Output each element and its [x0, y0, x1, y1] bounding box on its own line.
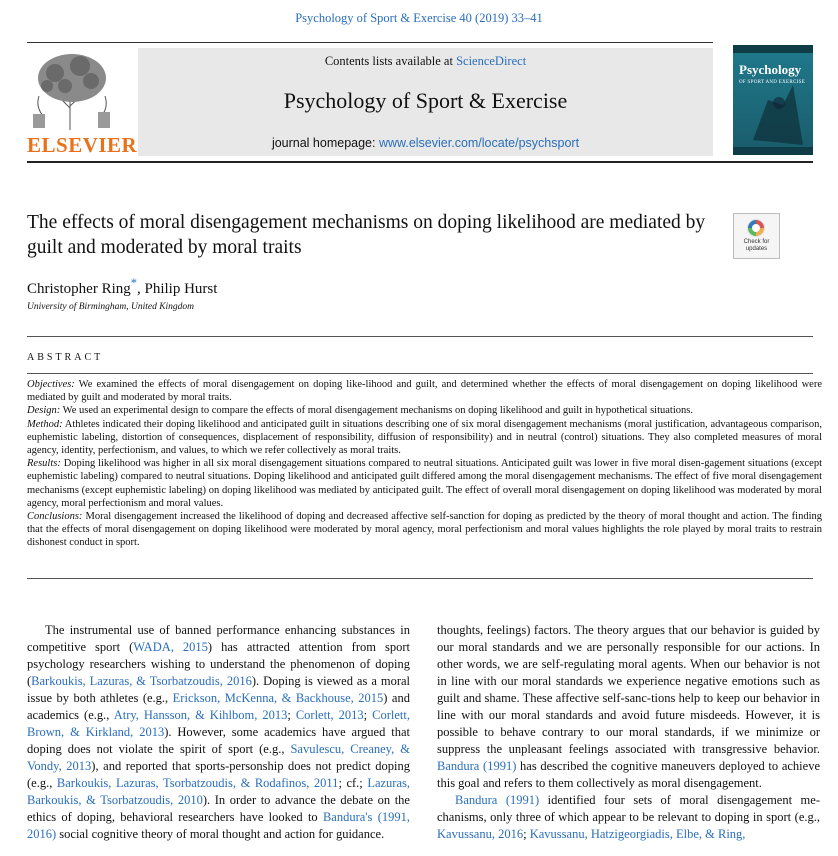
body-text: ). In order to advance the debate on the ethics of doping, behavioral researchers have looked to [27, 793, 410, 824]
citation-link[interactable]: Bandura's (1991, 2016) [27, 810, 410, 841]
elsevier-wordmark[interactable]: ELSEVIER [27, 133, 138, 157]
header-rule [27, 42, 713, 43]
abstract-section [27, 404, 822, 417]
abstract-label: Method: [27, 418, 63, 430]
abstract-top-rule [27, 336, 813, 337]
abstract-section [27, 378, 822, 404]
citation-link[interactable]: Kavussanu, Hatzigeorgiadis, Elbe, & Ring, [529, 827, 746, 841]
author-list [27, 276, 217, 298]
citation-link[interactable]: Corlett, Brown, & Kirkland, 2013 [27, 708, 410, 739]
abstract-label: Design: [27, 405, 61, 417]
citation-link[interactable]: Barkoukis, Lazuras, & Tsorbatzoudis, 2016 [31, 674, 252, 688]
abstract-text: We used an experimental design to compare the effects of moral disengagement mechanisms on doping likelihood and guilt in hypothetical situations. [60, 405, 693, 417]
citation-link[interactable]: Bandura (1991) [437, 759, 517, 773]
body-text: ; [287, 708, 296, 722]
author-affiliation: University of Birmingham, United Kingdom [27, 302, 195, 312]
body-text: thoughts, feelings) factors. The theory argues that our behavior is guided by our moral standards and we are personally responsible for our actions. In other words, we are self-regulating moral agents. When our behavior is not in line with our moral standards we experience negative emotions such as guilt and shame. These affective self-sanc-tions help to keep our behavior in line with our moral standards and avoid future misdeeds. However, it is possible to behave contrary to our moral standards, if we minimize or suppress the unpleasant feelings associated with transgressive behavior. [437, 623, 820, 756]
body-column-right [437, 622, 820, 843]
journal-title[interactable]: Psychology of Sport & Exercise [283, 88, 568, 113]
cover-title: Psychology [739, 62, 802, 77]
citation-link[interactable]: WADA, 2015 [133, 640, 208, 654]
abstract-section [27, 457, 822, 510]
journal-header [138, 48, 713, 156]
abstract-section [27, 510, 822, 550]
body-text: has described the cognitive maneuvers deployed to achieve this goal and refers to them collectively as moral disengagement. [437, 759, 820, 790]
body-text: identified four sets of moral disengagement me-chanisms, only three of which appear to be relevant to doping in sport (e.g., [437, 793, 820, 824]
body-text: ) has attracted attention from sport psychology researchers wishing to understand the phenomenon of doping ( [27, 640, 411, 688]
citation-link[interactable]: Erickson, McKenna, & Backhouse, 2015 [172, 691, 384, 705]
sciencedirect-link[interactable]: ScienceDirect [456, 54, 527, 68]
corresponding-author-mark[interactable]: * [130, 276, 137, 290]
homepage-link[interactable]: www.elsevier.com/locate/psychsport [378, 136, 580, 150]
citation-link[interactable]: Atry, Hansson, & Kihlbom, 2013 [113, 708, 288, 722]
abstract-label: Results: [27, 458, 61, 470]
body-text: The instrumental use of banned performance enhancing substances in competitive sport ( [27, 623, 410, 654]
citation-link[interactable]: Lazuras, Barkoukis, & Tsorbatzoudis, 2010 [27, 776, 410, 807]
body-paragraph [437, 622, 820, 792]
abstract-text: Athletes indicated their doping likelihood and anticipated guilt in situations describing one of six moral disengagement mechanisms (moral justification, advantageous comparison, euphemistic labeling, distortion of consequences, displacement of responsibility, diffusion of responsibility) and in neutral (control) situations. They also completed measures of moral agency, identity, perfectionism, and values, to which we refer collectively as moral traits. [27, 418, 822, 457]
abstract-section [27, 418, 822, 458]
article-title: The effects of moral disengagement mechanisms on doping likelihood are mediated by guilt and moderated by moral traits [27, 212, 706, 258]
abstract-text: Doping likelihood was higher in all six moral disengagement situations compared to neutral situations. Anticipated guilt was lower in five moral disen-gagement situations (except euphemistic labeling) compared to neutral situations. Doping likelihood and anticipated guilt differed among the moral disengagement mechanisms. The effect of five moral disengagement mechanisms (except euphemistic labeling) on doping likelihood was mediated by anticipated guilt. The effect of overall moral disengagement on doping likelihood was moderated by moral agency, moral perfectionism and moral values. [27, 458, 822, 509]
cover-subtitle: OF SPORT AND EXERCISE [739, 80, 806, 85]
author-separator: , [137, 281, 145, 297]
abstract-heading: ABSTRACT [27, 352, 104, 363]
abstract-text: Moral disengagement increased the likelihood of doping and decreased affective self-sanction for doping as predicted by the theory of moral thought and action. The finding that the effects of moral disengagement on doping likelihood were moderated by moral agency, moral perfectionism and moral values highlights the role played by moral traits to restrain dishonest conduct in sport. [27, 511, 822, 549]
citation-link[interactable]: Corlett, 2013 [295, 708, 364, 722]
abstract-label: Conclusions: [27, 511, 83, 523]
body-text: ; [523, 827, 530, 841]
abstract-body [27, 378, 822, 550]
body-text: ; cf.; [338, 776, 368, 790]
author-name[interactable]: Christopher Ring [27, 281, 131, 297]
crossmark-label: Check for updates [743, 239, 770, 252]
crossmark-icon [746, 218, 766, 238]
abstract-label: Objectives: [27, 379, 75, 390]
body-text: ; [363, 708, 373, 722]
journal-cover-image[interactable] [733, 45, 813, 155]
check-for-updates-badge[interactable] [733, 213, 780, 259]
citation-link[interactable]: Kavussanu, 2016 [437, 827, 524, 841]
citation-link[interactable]: Barkoukis, Lazuras, Tsorbatzoudis, & Rodafinos, 2011 [56, 776, 339, 790]
homepage-prefix: journal homepage: [271, 136, 379, 150]
contents-line [138, 54, 713, 69]
abstract-heading-rule [27, 373, 813, 374]
header-bottom-rule [27, 161, 813, 163]
abstract-text: We examined the effects of moral disengagement on doping like-lihood and guilt, and determined whether the effects of moral disengagement on doping likelihood were mediated by guilt and moderated by moral traits. [27, 379, 822, 404]
contents-prefix: Contents lists available at [324, 54, 457, 68]
journal-citation[interactable]: Psychology of Sport & Exercise 40 (2019) 33–41 [295, 11, 543, 25]
citation-link[interactable]: Bandura (1991) [455, 793, 540, 807]
body-text: ) and academics (e.g., [27, 691, 410, 722]
homepage-line [138, 136, 713, 150]
body-text: ). However, some academics have argued that doping does not violate the spirit of sport (e.g., [27, 725, 410, 756]
body-column-left [27, 622, 410, 843]
abstract-bottom-rule [27, 578, 813, 579]
citation-link[interactable]: Savulescu, Creaney, & Vondy, 2013 [27, 742, 410, 773]
body-text: ), and reported that sports-personship does not predict doping (e.g., [27, 759, 410, 790]
author-name[interactable]: Philip Hurst [144, 281, 218, 297]
body-paragraph [27, 622, 410, 843]
tree-icon [25, 48, 120, 133]
body-text: social cognitive theory of moral thought and action for guidance. [56, 827, 385, 841]
body-text: ). Doping is viewed as a moral issue by both athletes (e.g., [27, 674, 410, 705]
body-paragraph [437, 792, 820, 843]
